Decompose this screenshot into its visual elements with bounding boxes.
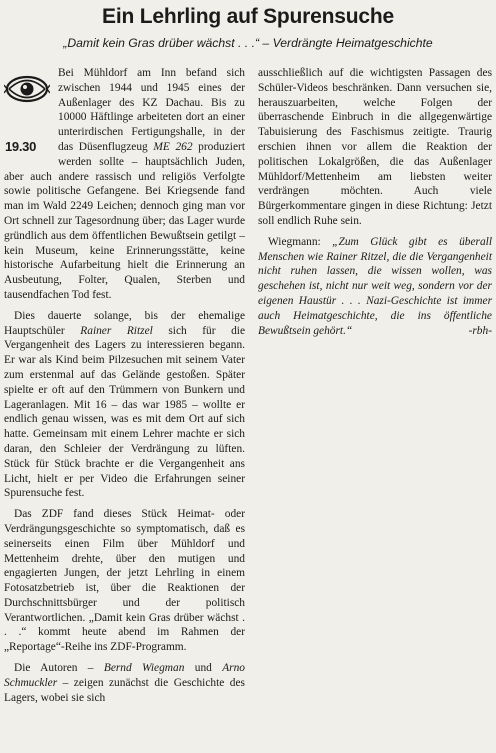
paragraph-3: Das ZDF fand dieses Stück Heimat- oder Verdrängungsgeschichte so symptomatisch, daß es seinerseits einen Film über Mühldorf und Mettenheim drehte, über den mutigen und engagierten Jungen, der jetzt Lehrling in einem Fotosatzbetrieb ist, über die Reaktionen der Durchschnittsbürger und der politisch Verantwortlichen. „Damit kein Gras drüber wächst . . .“ kommt heute abend im Rahmen der „Reportage“-Reihe ins ZDF-Programm. xyxy=(4,508,245,654)
paragraph-1-text-a: Bei Mühldorf am Inn befand sich zwischen 1944 und 1945 eines der Außenlager des KZ Dachau. Bis zu 10000 Häftlinge arbeiteten dort an einer unterirdischen Fertigungshalle, in der das Düsenflugzeug xyxy=(58,67,245,153)
paragraph-2-text-b: sich für die Vergangenheit des Lagers zu interessieren begann. Er war als Kind beim Pilzesuchen mit seinem Vater zum erstenmal auf das Gelände gestoßen. Später spielte er oft auf den Trümmern von Bunkern und Lageranlagen. Mit 16 – das war 1985 – wollte er endlich genau wissen, was es mit dem Ort auf sich hatte. Gemeinsam mit einem Lehrer machte er sich daran, den Schleier der Verdrängung zu lüften. Stück für Stück brachte er die Vergangenheit ans Licht, hielt er per Video die Erfahrungen seiner Spurensuche fest. xyxy=(4,324,246,500)
paragraph-4-conjunction: und xyxy=(194,662,212,675)
paragraph-2 xyxy=(4,309,245,501)
paragraph-5: ausschließlich auf die wichtigsten Passagen des Schüler-Videos beschränken. Dann versuchen sie, herauszuarbeiten, welche Folgen der überraschende Einbruch in die allgegenwärtige Tabuisierung des Faschismus zeitigte. Traurig erschien ihnen vor allem die Reaktion der politischen Lokalgrößen, die das Außenlager Mühldorf/Mettenheim am liebsten weiter verdrängen möchten. Auch viele Bürgerkommentare gingen in diese Richtung: Jetzt soll endlich Ruhe sein. xyxy=(258,67,492,227)
headline: Ein Lehrling auf Spurensuche xyxy=(102,5,394,28)
person-name: Rainer Ritzel xyxy=(80,324,153,337)
paragraph-2-text-a: Dies dauerte solange, bis der ehemalige Hauptschüler xyxy=(4,309,245,337)
paragraph-6 xyxy=(258,235,492,339)
author-signature: -rbh- xyxy=(468,324,492,337)
paragraph-4-text-b: – zeigen zunächst die Geschichte des Lagers, wobei sie sich xyxy=(4,676,245,704)
article-column-2 xyxy=(258,66,492,338)
subheadline: „Damit kein Gras drüber wächst . . .“ – Verdrängte Heimatgeschichte xyxy=(63,36,433,50)
quote-text: „Zum Glück gibt es überall Menschen wie Rainer Ritzel, die die Vergangenheit nicht ruhen lassen, die wissen wollen, was geschehen ist, nicht nur weit weg, sondern vor der eigenen Haustür . . . Nazi-Geschichte ist immer auch Heimatgeschichte, die ins öffentliche Bewußtsein gehört.“ xyxy=(258,235,492,337)
article-column-1 xyxy=(4,66,245,752)
quote-speaker: Wiegmann: xyxy=(268,235,321,248)
broadcast-time: 19.30 xyxy=(5,139,37,154)
zdf-eye-logo-icon xyxy=(4,68,50,112)
broadcast-marker xyxy=(4,68,52,164)
author-name-2: Arno Schmuckler xyxy=(4,662,245,689)
author-name-1: Bernd Wiegman xyxy=(103,662,185,675)
paragraph-4 xyxy=(4,661,245,705)
paragraph-1 xyxy=(4,66,245,303)
paragraph-4-text-a: Die Autoren – xyxy=(14,662,94,675)
aircraft-name: ME 262 xyxy=(153,140,193,153)
paragraph-1-text-b: produziert werden sollte – hauptsächlich Juden, aber auch andere rassisch und religiös Verfolgte sowie politische Gefangene. Bei Kriegsende fand man im Wald 2249 Leichen; dennoch ging man vor Ort schnell zur Tagesordnung über; das Lager wurde gründlich aus dem öffentlichen Bewußtsein getilgt – kein Museum, keine Erinnerungsstätte, keine historische Aufarbeitung hielt die Erinnerung an Ausbeutung, Folter, Qualen, Sterben und tausendfachen Tod fest. xyxy=(4,140,245,301)
